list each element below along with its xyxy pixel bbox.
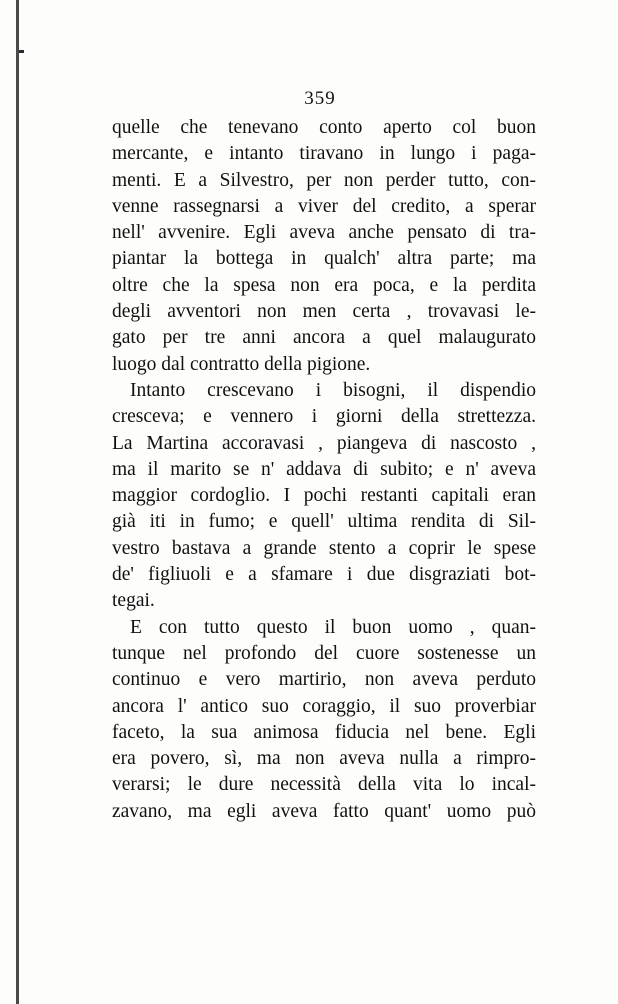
text-line: La Martina accoravasi , piangeva di nascosto , xyxy=(112,432,536,454)
text-line: continuo e vero martirio, non aveva perduto xyxy=(112,669,536,691)
text-line: mercante, e intanto tiravano in lungo i paga- xyxy=(112,143,536,165)
text-line: oltre che la spesa non era poca, e la perdita xyxy=(112,274,536,296)
text-line: de' figliuoli e a sfamare i due disgraziati bot- xyxy=(112,564,536,586)
text-line: vestro bastava a grande stento a coprir le spese xyxy=(112,537,536,559)
text-line: venne rassegnarsi a viver del credito, a sperar xyxy=(112,195,536,217)
text-line: tunque nel profondo del cuore sostenesse un xyxy=(112,642,536,664)
text-line: nell' avvenire. Egli aveva anche pensato di tra- xyxy=(112,222,536,244)
text-line: gato per tre anni ancora a quel malaugurato xyxy=(112,327,536,349)
text-line: quelle che tenevano conto aperto col buon xyxy=(112,117,536,138)
text-line: menti. E a Silvestro, per non perder tutto, con- xyxy=(112,169,536,191)
text-line: piantar la bottega in qualch' altra parte; ma xyxy=(112,248,536,270)
page-number: 359 xyxy=(304,88,336,109)
text-line: luogo dal contratto della pigione. xyxy=(112,353,371,375)
text-line: maggior cordoglio. I pochi restanti capitali eran xyxy=(112,485,536,507)
text-line: era povero, sì, ma non aveva nulla a rimpro- xyxy=(112,748,536,770)
text-line: verarsi; le dure necessità della vita lo incal- xyxy=(112,774,536,796)
text-line: ma il marito se n' addava di subito; e n' aveva xyxy=(112,458,536,480)
text-line: faceto, la sua animosa fiducia nel bene. Egli xyxy=(112,721,536,743)
text-line: zavano, ma egli aveva fatto quant' uomo può xyxy=(112,800,536,822)
binding-mark xyxy=(19,50,24,53)
text-line: E con tutto questo il buon uomo , quan- xyxy=(130,616,536,638)
binding-edge xyxy=(16,0,19,1004)
text-line: Intanto crescevano i bisogni, il dispendio xyxy=(130,379,536,401)
text-line: tegai. xyxy=(112,590,155,612)
text-line: cresceva; e vennero i giorni della strettezza. xyxy=(112,406,536,428)
text-line: già iti in fumo; e quell' ultima rendita di Sil- xyxy=(112,511,536,533)
text-line: ancora l' antico suo coraggio, il suo proverbiar xyxy=(112,695,536,717)
text-line: degli avventori non men certa , trovavasi le- xyxy=(112,301,536,323)
body-text xyxy=(112,115,536,825)
